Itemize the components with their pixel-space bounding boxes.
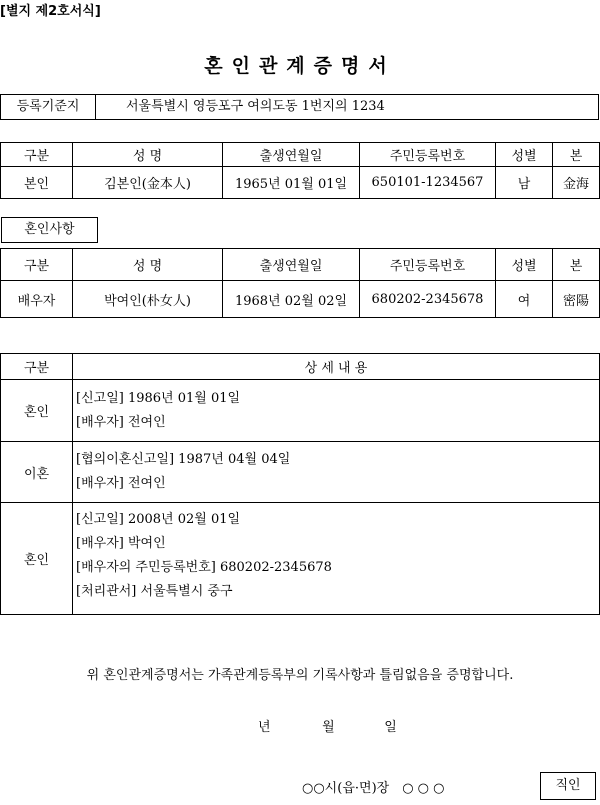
- details-row-content: [73, 380, 600, 442]
- date-month-label: 월: [322, 720, 335, 735]
- spouse-header-gender: 성별: [496, 249, 553, 281]
- self-gender: 남: [496, 167, 553, 199]
- details-row-content: [73, 442, 600, 503]
- details-header-content: 상 세 내 용: [73, 354, 600, 380]
- date-year-label: 년: [258, 720, 271, 735]
- self-category: 본인: [1, 167, 73, 199]
- details-row-content: [73, 503, 600, 615]
- header-gender: 성별: [496, 143, 553, 167]
- spouse-header-name: 성 명: [73, 249, 223, 281]
- detail-line: [배우자] 전여인: [76, 476, 166, 491]
- detail-line: [배우자] 박여인: [76, 536, 166, 551]
- header-resident-no: 주민등록번호: [360, 143, 496, 167]
- header-birth: 출생연월일: [223, 143, 360, 167]
- detail-line: [배우자의 주민등록번호] 680202-2345678: [76, 560, 332, 575]
- self-info-table: [0, 142, 600, 199]
- spouse-origin: 密陽: [553, 281, 600, 318]
- header-origin: 본: [553, 143, 600, 167]
- spouse-birth: 1968년 02월 02일: [223, 281, 360, 318]
- detail-line: [협의이혼신고일] 1987년 04월 04일: [76, 452, 291, 467]
- detail-line: [처리관서] 서울특별시 중구: [76, 584, 233, 599]
- details-header-category: 구분: [1, 354, 73, 380]
- spouse-header-resident-no: 주민등록번호: [360, 249, 496, 281]
- details-table: [0, 353, 600, 615]
- document-title: 혼인관계증명서: [204, 55, 396, 77]
- registration-label: 등록기준지: [1, 95, 96, 119]
- issuer-name: ○○시(읍·면)장 ○ ○ ○: [302, 781, 445, 796]
- registration-value: 서울특별시 영등포구 여의도동 1번지의 1234: [126, 99, 385, 114]
- spouse-header-category: 구분: [1, 249, 73, 281]
- detail-line: [신고일] 2008년 02월 01일: [76, 512, 241, 527]
- self-resident-no: 650101-1234567: [360, 167, 496, 199]
- marriage-section-label: 혼인사항: [1, 217, 98, 243]
- header-name: 성 명: [73, 143, 223, 167]
- spouse-gender: 여: [496, 281, 553, 318]
- date-day-label: 일: [384, 720, 397, 735]
- registration-row: [0, 94, 599, 120]
- details-row-category: 혼인: [1, 503, 73, 615]
- spouse-info-table: [0, 248, 600, 318]
- details-row-category: 이혼: [1, 442, 73, 503]
- self-birth: 1965년 01월 01일: [223, 167, 360, 199]
- certification-statement: 위 혼인관계증명서는 가족관계등록부의 기록사항과 틀림없음을 증명합니다.: [86, 668, 514, 683]
- spouse-category: 배우자: [1, 281, 73, 318]
- spouse-name: 박여인(朴女人): [73, 281, 223, 318]
- form-label: [별지 제2호서식]: [0, 4, 101, 19]
- self-origin: 金海: [553, 167, 600, 199]
- spouse-header-birth: 출생연월일: [223, 249, 360, 281]
- self-name: 김본인(金本人): [73, 167, 223, 199]
- detail-line: [신고일] 1986년 01월 01일: [76, 391, 241, 406]
- header-category: 구분: [1, 143, 73, 167]
- details-row-category: 혼인: [1, 380, 73, 442]
- issue-date: [258, 716, 397, 735]
- detail-line: [배우자] 전여인: [76, 415, 166, 430]
- spouse-resident-no: 680202-2345678: [360, 281, 496, 318]
- spouse-header-origin: 본: [553, 249, 600, 281]
- official-seal: 직인: [540, 772, 596, 800]
